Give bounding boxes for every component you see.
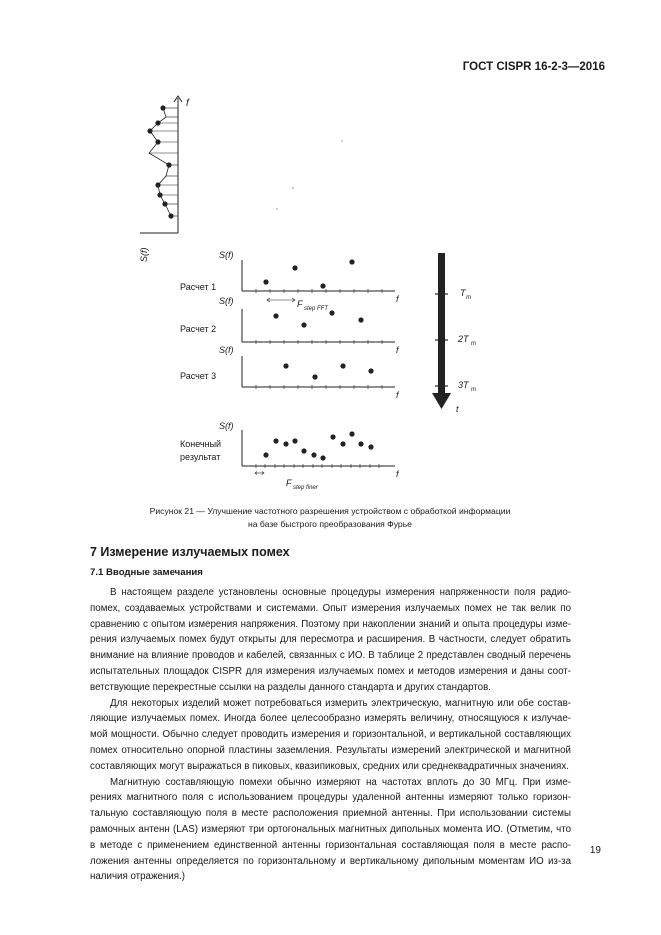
- paragraph-line: мой мощности. Обычно следует проводить измерения и горизонтальной, и вертикальной составляющих: [90, 729, 571, 741]
- page-number: 19: [589, 845, 601, 856]
- row4-f-label: f: [396, 469, 399, 479]
- caption-line1: Рисунок 21 — Улучшение частотного разрешения устройством с обработкой информации: [149, 506, 511, 516]
- paragraph-1: [90, 585, 571, 696]
- paragraph-line: ветствующие перекрестные ссылки на разделы данного стандарта и других стандартов.: [90, 681, 491, 693]
- paragraph-line: помех, создаваемых устройствами и системами. Опыт измерения излучаемых помех не так велик по: [90, 602, 571, 614]
- paragraph-line: рения излучаемых помех будут открыты для пересмотра и расширения. В частности, следует обратить: [90, 634, 571, 646]
- scan-specks: [276, 140, 342, 209]
- t2-label: 2T: [458, 334, 469, 344]
- section-title: 7 Измерение излучаемых помех: [90, 545, 290, 559]
- row2-f-label: f: [396, 345, 399, 355]
- paragraph-2: [90, 696, 571, 775]
- row1-points: [263, 259, 354, 288]
- row2-s-label: S(f): [219, 296, 234, 306]
- row4-label-line1: Конечный: [180, 439, 222, 449]
- row4-points: [263, 431, 373, 460]
- row1-step-sub: step FFT: [304, 306, 329, 312]
- paragraph-line: ложения антенны определяется по горизонтальному и вертикальному дипольным моментам ИО из-за: [90, 855, 571, 867]
- paragraph-line: рамочных антенн (LAS) измеряют три ортогональных магнитных дипольных момента ИО. (Отметим, что: [90, 823, 571, 835]
- row1-step-label: F: [297, 299, 303, 309]
- paragraph-line: составляющих могут выражаться в пиковых, квазипиковых, средних или среднеквадратичных значениях.: [90, 760, 569, 772]
- top-f-label: f: [186, 98, 189, 109]
- top-s-label: S(f): [139, 247, 149, 262]
- row4-step-sub: step finer: [293, 485, 318, 491]
- row3-s-label: S(f): [219, 345, 234, 355]
- paragraph-line: Для некоторых изделий может потребоваться измерить электрическую, магнитную или обе состав-: [110, 697, 571, 709]
- figure-caption: [90, 505, 570, 531]
- t1-label: T: [460, 288, 466, 298]
- row4-label-line2: результат: [180, 452, 221, 462]
- t-end-label: t: [456, 404, 459, 414]
- t1-sub: m: [466, 295, 471, 301]
- row2-label: Расчет 2: [180, 324, 217, 334]
- row3-f-label: f: [396, 390, 399, 400]
- t3-label: 3T: [458, 380, 469, 390]
- row1-f-label: f: [396, 294, 399, 304]
- t2-sub: m: [471, 341, 476, 347]
- paragraph-3: [90, 775, 571, 886]
- paragraph-line: В настоящем разделе установлены основные процедуры измерения напряженности поля радио-: [110, 587, 571, 598]
- caption-line2: на базе быстрого преобразования Фурье: [248, 519, 412, 529]
- subsection-title: 7.1 Вводные замечания: [90, 567, 203, 578]
- body-text: [90, 585, 571, 885]
- row3-label: Расчет 3: [180, 371, 217, 381]
- row1-label: Расчет 1: [180, 282, 217, 292]
- row2-points: [273, 310, 363, 327]
- paragraph-line: рениях магнитного поля с использованием процедуры удаленной антенны измеряют только горизон-: [90, 792, 571, 804]
- row1-s-label: S(f): [219, 250, 234, 260]
- paragraph-line: ляющие излучаемых помех. Иногда более целесообразно измерять величину, относящуюся к излучае-: [90, 713, 571, 725]
- row3-points: [283, 363, 373, 379]
- rotated-spectrum-graph: [140, 96, 182, 233]
- t3-sub: m: [471, 387, 476, 393]
- paragraph-line: испытательных площадок CISPR для измерения излучаемых помех и методов измерения и даны соот-: [90, 665, 571, 677]
- paragraph-line: тальную составляющую поля в месте расположения приемной антенны. При использовании системы: [90, 808, 571, 820]
- row4-s-label: S(f): [219, 421, 234, 431]
- paragraph-line: внимание на влияние проводов и кабелей, связанных с ИО. В таблице 2 представлен сводный перечень: [90, 650, 571, 662]
- paragraph-line: Магнитную составляющую помехи обычно измеряют на частотах вплоть до 30 МГц. При изме-: [110, 776, 571, 788]
- row4-axes: [242, 430, 395, 475]
- paragraph-line: в методе с применением единственной антенны горизонтальная составляющая поля в месте распо-: [90, 839, 571, 851]
- paragraph-line: помех относительно опорной пластины заземления. Результаты измерений электрической и магнитной: [90, 744, 571, 756]
- document-header: ГОСТ CISPR 16-2-3—2016: [462, 61, 605, 73]
- paragraph-line: сравнению с опытом измерения напряжения. Поэтому при накоплении знаний и опыта процедуры изме-: [90, 618, 571, 630]
- row2-axes: [242, 309, 395, 344]
- row4-step-label: F: [286, 478, 292, 488]
- time-arrow: [432, 253, 451, 409]
- paragraph-line: наличия отражения.): [90, 871, 185, 883]
